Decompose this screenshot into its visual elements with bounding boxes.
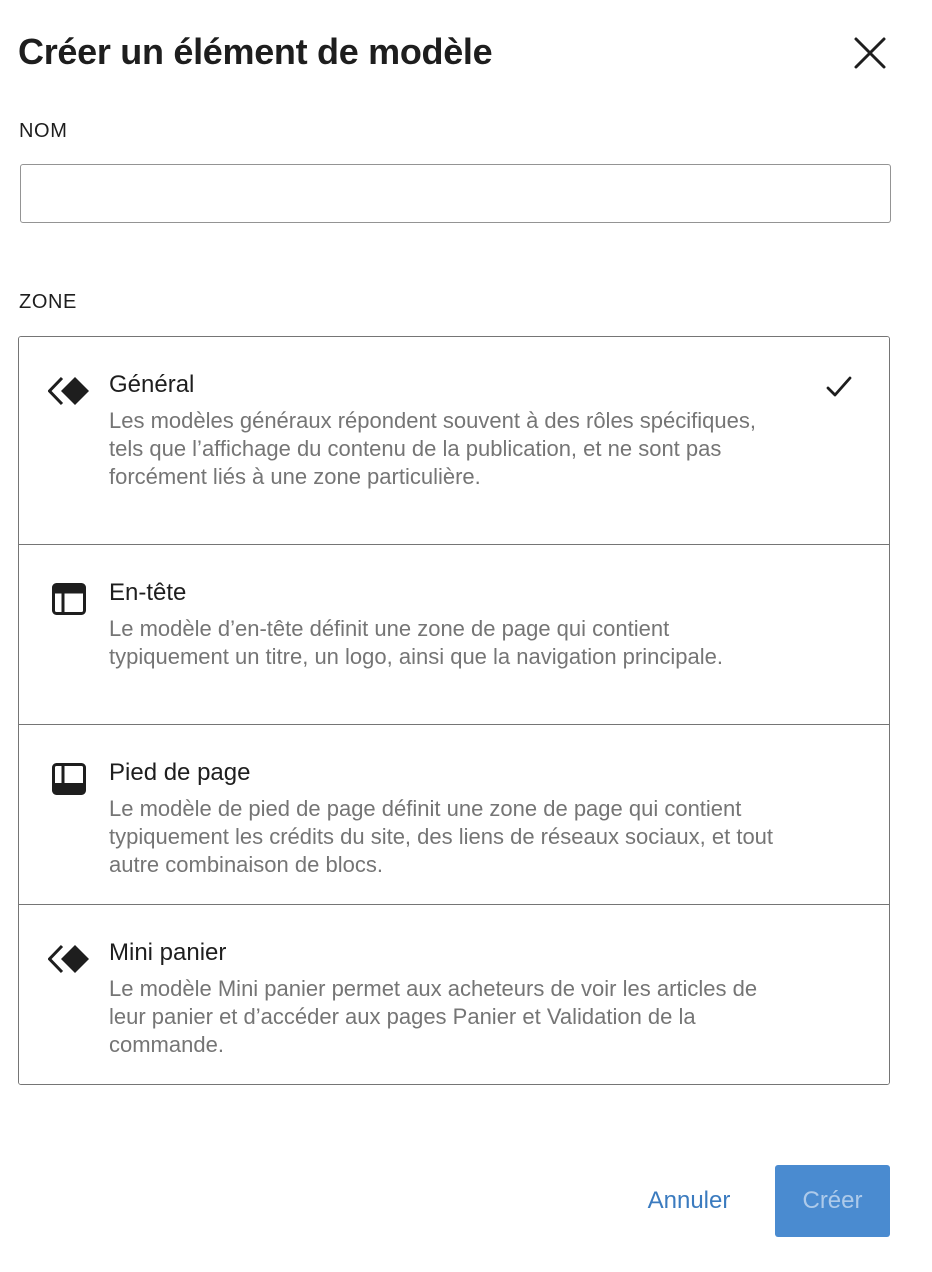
name-label: NOM xyxy=(19,120,68,142)
close-button[interactable] xyxy=(846,30,894,76)
area-option-footer[interactable] xyxy=(19,724,889,905)
area-options xyxy=(18,336,890,1085)
area-option-header[interactable] xyxy=(19,544,889,725)
option-description: Le modèle d’en-tête définit une zone de page qui contient typiquement un titre, un logo, ainsi que la navigation principale. xyxy=(109,616,723,669)
option-description: Les modèles généraux répondent souvent à des rôles spécifiques, tels que l’affichage du contenu de la publication, et ne sont pas forcément liés à une zone particulière. xyxy=(109,408,756,489)
area-option-mini-cart[interactable] xyxy=(19,904,889,1085)
area-label: ZONE xyxy=(19,291,77,313)
symbol-icon xyxy=(47,937,91,981)
symbol-icon xyxy=(47,369,91,413)
modal-title: Créer un élément de modèle xyxy=(18,31,493,72)
option-title: Mini panier xyxy=(109,939,227,966)
create-button[interactable]: Créer xyxy=(775,1165,890,1237)
name-input[interactable] xyxy=(20,164,891,223)
option-title: Pied de page xyxy=(109,759,251,786)
option-description: Le modèle Mini panier permet aux acheteurs de voir les articles de leur panier et d’accéder aux pages Panier et Validation de la commande. xyxy=(109,976,758,1057)
footer-icon xyxy=(47,757,91,801)
option-title: Général xyxy=(109,371,195,398)
check-icon xyxy=(823,371,855,403)
cancel-button[interactable]: Annuler xyxy=(628,1166,750,1236)
header-icon xyxy=(47,577,91,621)
area-option-general[interactable] xyxy=(19,337,889,545)
option-description: Le modèle de pied de page définit une zone de page qui contient typiquement les crédits du site, des liens de réseaux sociaux, et tout autre combinaison de blocs. xyxy=(109,796,774,877)
option-title: En-tête xyxy=(109,579,187,606)
close-icon xyxy=(853,36,887,70)
